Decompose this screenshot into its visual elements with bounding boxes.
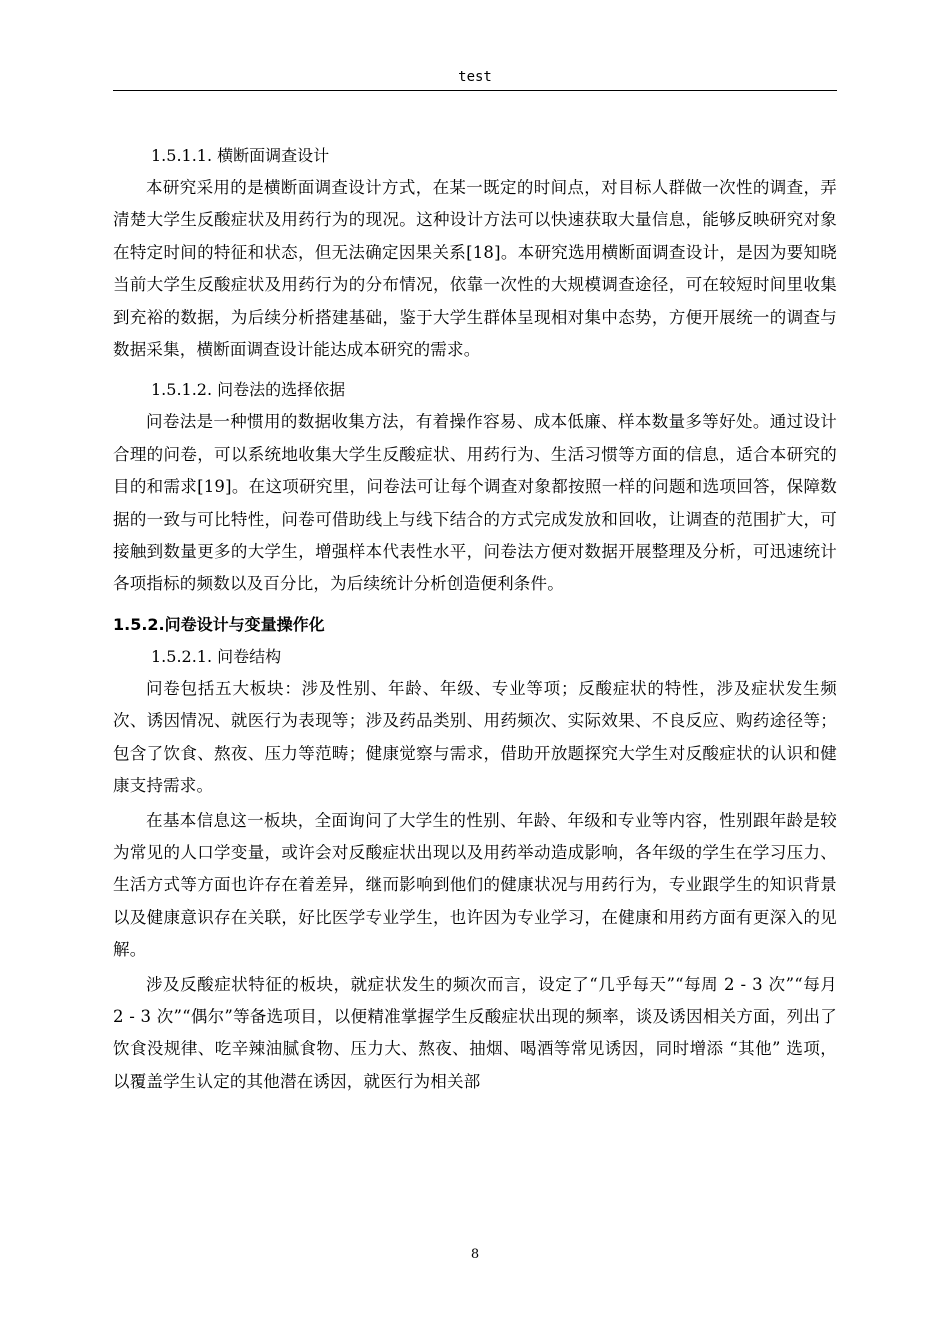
paragraph-questionnaire-structure: 问卷包括五大板块：涉及性别、年龄、年级、专业等项；反酸症状的特性，涉及症状发生频次、诱因情况、就医行为表现等；涉及药品类别、用药频次、实际效果、不良反应、购药途径等；包含了饮食、熬夜、压力等范畴；健康觉察与需求，借助开放题探究大学生对反酸症状的认识和健康支持需求。 (113, 678, 837, 796)
section-heading-1-5-2-1: 1.5.2.1. 问卷结构 (151, 646, 282, 666)
header-title: test (458, 69, 492, 85)
page-header (113, 68, 837, 91)
paragraph-basic-info: 在基本信息这一板块，全面询问了大学生的性别、年龄、年级和专业等内容，性别跟年龄是较为常见的人口学变量，或许会对反酸症状出现以及用药举动造成影响，各年级的学生在学习压力、生活方式等方面也许存在着差异，继而影响到他们的健康状况与用药行为，专业跟学生的知识背景以及健康意识存在关联，好比医学专业学生，也许因为专业学习，在健康和用药方面有更深入的见解。 (113, 810, 837, 960)
page-number: 8 (470, 1247, 480, 1262)
section-heading-1-5-2: 1.5.2.问卷设计与变量操作化 (113, 614, 325, 634)
paragraph-cross-sectional-design: 本研究采用的是横断面调查设计方式，在某一既定的时间点，对目标人群做一次性的调查，弄清楚大学生反酸症状及用药行为的现况。这种设计方法可以快速获取大量信息，能够反映研究对象在特定时间的特征和状态，但无法确定因果关系[18]。本研究选用横断面调查设计，是因为要知晓当前大学生反酸症状及用药行为的分布情况，依靠一次性的大规模调查途径，可在较短时间里收集到充裕的数据，为后续分析搭建基础，鉴于大学生群体呈现相对集中态势，方便开展统一的调查与数据采集，横断面调查设计能达成本研究的需求。 (113, 178, 837, 360)
paragraph-symptom-features: 涉及反酸症状特征的板块，就症状发生的频次而言，设定了“几乎每天”“每周 2 - 3 次”“每月 2 - 3 次”“偶尔”等备选项目，以便精准掌握学生反酸症状出现的频率，谈及诱因相关方面，列出了饮食没规律、吃辛辣油腻食物、压力大、熬夜、抽烟、喝酒等常见诱因，同时增添 “其他” 选项，以覆盖学生认定的其他潜在诱因，就医行为相关部 (113, 974, 837, 1091)
section-heading-1-5-1-2: 1.5.1.2. 问卷法的选择依据 (151, 380, 346, 400)
section-heading-1-5-1-1: 1.5.1.1. 横断面调查设计 (151, 146, 330, 165)
document-body (113, 140, 837, 1100)
page-footer (0, 1247, 950, 1262)
paragraph-questionnaire-basis: 问卷法是一种惯用的数据收集方法，有着操作容易、成本低廉、样本数量多等好处。通过设计合理的问卷，可以系统地收集大学生反酸症状、用药行为、生活习惯等方面的信息，适合本研究的目的和需求[19]。在这项研究里，问卷法可让每个调查对象都按照一样的问题和选项回答，保障数据的一致与可比特性，问卷可借助线上与线下结合的方式完成发放和回收，让调查的范围扩大，可接触到数量更多的大学生，增强样本代表性水平，问卷法方便对数据开展整理及分析，可迅速统计各项指标的频数以及百分比，为后续统计分析创造便利条件。 (113, 412, 837, 594)
